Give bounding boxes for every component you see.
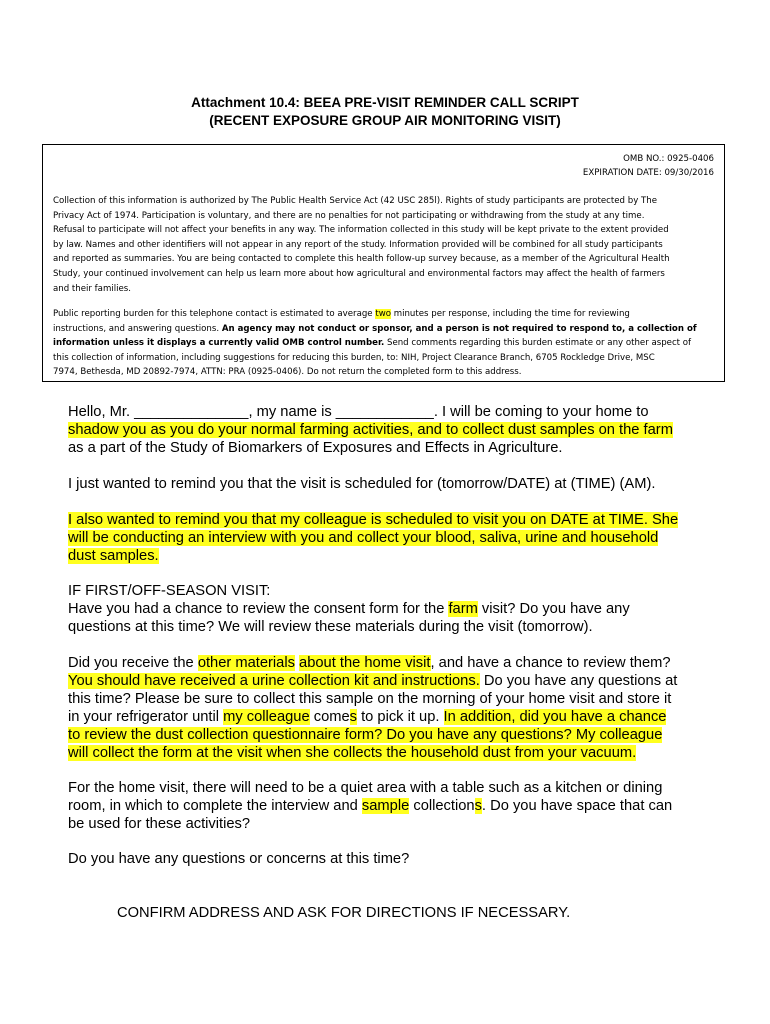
highlighted-text: farm xyxy=(448,601,478,617)
document-title: Attachment 10.4: BEEA PRE-VISIT REMINDER CALL SCRIPT xyxy=(191,95,579,110)
materials-line xyxy=(68,727,662,743)
space-line: For the home visit, there will need to be a quiet area with a table such as a kitchen or dining xyxy=(68,780,663,796)
script-text: in your refrigerator until xyxy=(68,709,224,725)
space-line: be used for these activities? xyxy=(68,816,251,832)
script-text: to pick it up. xyxy=(357,709,444,725)
authority-line: by law. Names and other identifiers will not appear in any report of the study. Information provided will be combined for all study participants xyxy=(53,239,663,250)
highlighted-text: In addition, did you have a chance xyxy=(443,709,667,725)
colleague-line xyxy=(68,530,658,546)
materials-line: this time? Please be sure to collect this sample on the morning of your home visit and store it xyxy=(68,691,672,707)
colleague-line xyxy=(68,548,159,564)
authority-line: Privacy Act of 1974. Participation is voluntary, and there are no penalties for not participating or withdrawing from the study at any time. xyxy=(53,210,645,221)
highlighted-text: sample xyxy=(361,798,410,814)
script-text: Do you have any questions at xyxy=(479,673,678,689)
burden-line: this collection of information, including suggestions for reducing this burden, to: NIH, Project Clearance Branch, 6705 Rockledge Drive, MSC xyxy=(53,352,655,363)
questions-line: Do you have any questions or concerns at this time? xyxy=(68,851,410,867)
burden-line: 7974, Bethesda, MD 20892-7974, ATTN: PRA (0925-0406). Do not return the completed form to this address. xyxy=(53,367,522,378)
highlighted-text: about the home visit xyxy=(299,655,431,671)
script-text: room, in which to complete the interview and xyxy=(68,798,362,814)
consent-line: questions at this time? We will review these materials during the visit (tomorrow). xyxy=(68,619,593,635)
highlighted-text: to review the dust collection questionnaire form? Do you have any questions? My colleague xyxy=(68,727,663,743)
script-text: Did you receive the xyxy=(68,655,198,671)
omb-notice-bold: An agency may not conduct or sponsor, and a person is not required to respond to, a collection of xyxy=(221,323,697,334)
materials-line xyxy=(68,745,636,761)
document-subtitle: (RECENT EXPOSURE GROUP AIR MONITORING VISIT) xyxy=(209,113,561,128)
highlighted-text: You should have received a urine collection kit and instructions. xyxy=(68,673,480,689)
space-line xyxy=(68,798,672,814)
expiration-date: EXPIRATION DATE: 09/30/2016 xyxy=(582,168,714,178)
omb-notice-bold: information unless it displays a currently valid OMB control number. xyxy=(53,338,385,349)
burden-text: Public reporting burden for this telephone contact is estimated to average xyxy=(53,309,376,319)
burden-text: instructions, and answering questions. xyxy=(53,323,222,334)
materials-line xyxy=(68,655,671,671)
burden-text: minutes per response, including the time for reviewing xyxy=(390,309,630,319)
highlighted-text: s xyxy=(474,798,482,814)
highlighted-text: s xyxy=(349,709,357,725)
first-visit-heading: IF FIRST/OFF-SEASON VISIT: xyxy=(68,583,271,599)
burden-line xyxy=(53,307,630,322)
confirm-instruction: CONFIRM ADDRESS AND ASK FOR DIRECTIONS IF NECESSARY. xyxy=(117,905,571,921)
greeting-line: as a part of the Study of Biomarkers of Exposures and Effects in Agriculture. xyxy=(68,440,563,456)
burden-line xyxy=(53,322,697,337)
highlighted-text: I also wanted to remind you that my colleague is scheduled to visit you on DATE at TIME. She xyxy=(68,512,679,528)
script-text: . Do you have space that can xyxy=(481,798,673,814)
highlighted-text: my colleague xyxy=(223,709,310,725)
highlighted-text: other materials xyxy=(197,655,295,671)
burden-line xyxy=(53,336,691,351)
greeting-line xyxy=(68,422,673,438)
script-text: Have you had a chance to review the consent form for the xyxy=(68,601,449,617)
script-text: come xyxy=(309,709,350,725)
greeting-line: Hello, Mr. ______________, my name is ____________. I will be coming to your home to xyxy=(68,404,649,420)
highlighted-text: will be conducting an interview with you and collect your blood, saliva, urine and household xyxy=(68,530,659,546)
authority-line: and reported as summaries. You are being contacted to complete this health follow-up survey because, as a member of the Agricultural Health xyxy=(53,254,670,265)
authority-line: Collection of this information is authorized by The Public Health Service Act (42 USC 285l). Rights of study participants are protected by The xyxy=(53,196,657,206)
burden-text: Send comments regarding this burden estimate or any other aspect of xyxy=(384,338,692,349)
omb-disclosure-box xyxy=(42,144,725,382)
script-text: , and have a chance to review them? xyxy=(430,655,671,671)
script-text: visit? Do you have any xyxy=(477,601,630,617)
authority-line: Study, your continued involvement can help us learn more about how agricultural and environmental factors may affect the health of farmers xyxy=(53,269,665,279)
colleague-line xyxy=(68,512,678,528)
reminder-line: I just wanted to remind you that the visit is scheduled for (tomorrow/DATE) at (TIME) (AM). xyxy=(68,476,656,492)
authority-line: and their families. xyxy=(53,283,131,294)
highlighted-text: will collect the form at the visit when she collects the household dust from your vacuum. xyxy=(68,745,637,761)
consent-line xyxy=(68,601,630,617)
highlighted-minutes: two xyxy=(375,309,391,319)
script-text: collection xyxy=(409,798,475,814)
materials-line xyxy=(68,709,666,725)
materials-line xyxy=(68,673,677,689)
authority-line: Refusal to participate will not affect your benefits in any way. The information collected in this study will be kept private to the extent provided xyxy=(53,225,669,236)
highlighted-text: dust samples. xyxy=(68,548,159,564)
highlighted-text: shadow you as you do your normal farming activities, and to collect dust samples on the farm xyxy=(68,422,673,438)
omb-number: OMB NO.: 0925-0406 xyxy=(623,154,714,164)
